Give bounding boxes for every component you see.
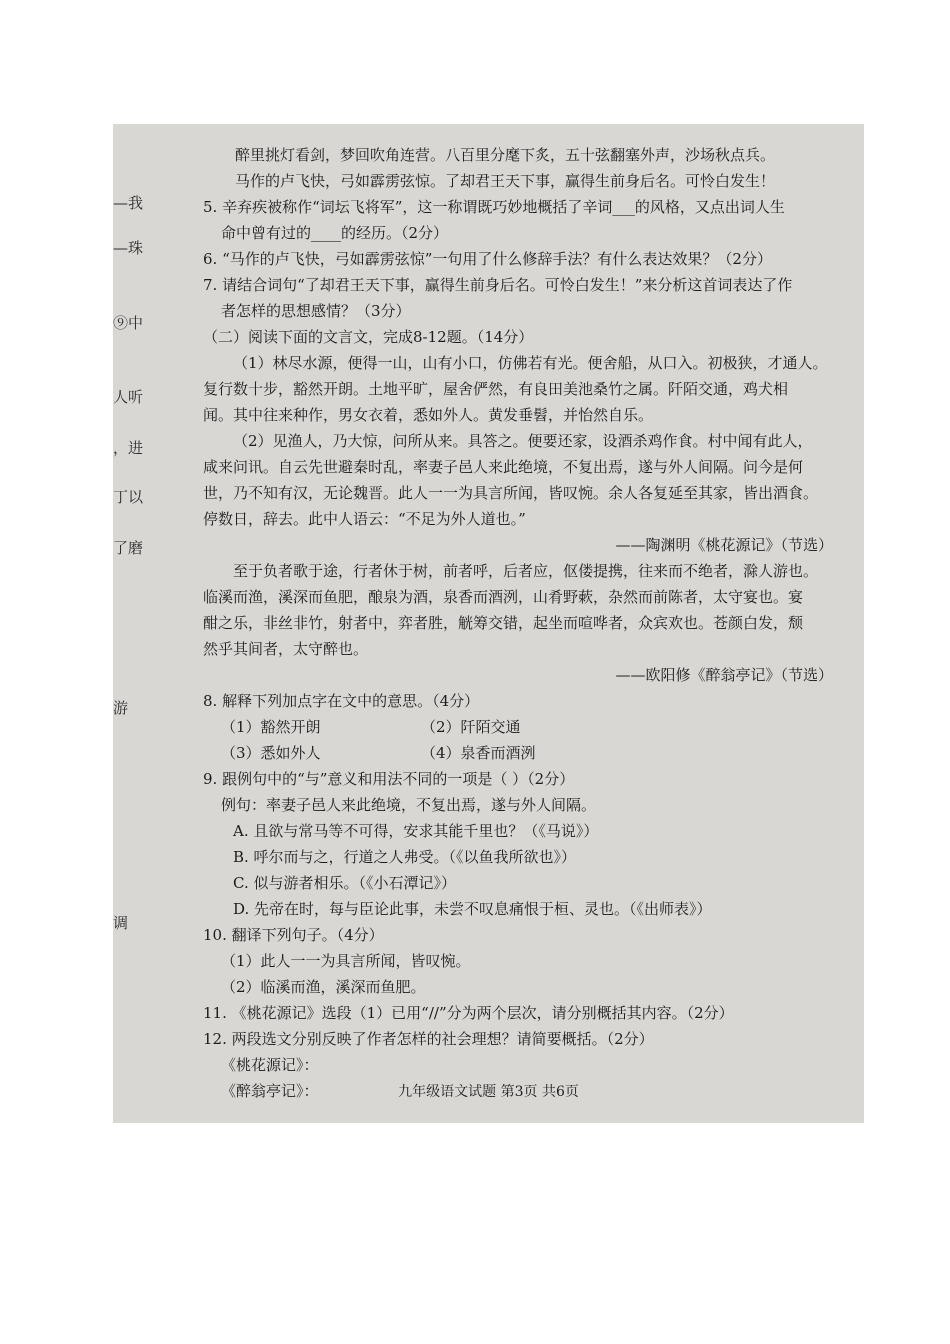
q9-option-d: D. 先帝在时，每与臣论此事，未尝不叹息痛恨于桓、灵也。（《出师表》） [233, 900, 712, 918]
q10-item: （1）此人一一为具言所闻，皆叹惋。 [221, 952, 471, 970]
question-10: 10. 翻译下列句子。（4分） [203, 926, 384, 944]
previous-page-margin [113, 124, 153, 1123]
exam-page-photo [113, 124, 864, 1123]
q8-item: （3）悉如外人 [221, 744, 321, 762]
section-heading: （二）阅读下面的文言文，完成8-12题。（14分） [203, 328, 534, 346]
question-12: 12. 两段选文分别反映了作者怎样的社会理想？请简要概括。（2分） [203, 1030, 654, 1048]
question-7: 7. 请结合词句“了却君王天下事，赢得生前身后名。可怜白发生！”来分析这首词表达了作 [203, 276, 793, 294]
passage-line: 世，乃不知有汉，无论魏晋。此人一一为具言所闻，皆叹惋。余人各复延至其家，皆出酒食。 [203, 484, 819, 502]
passage-line: （1）林尽水源，便得一山，山有小口，仿佛若有光。便舍船，从口入。初极狭，才通人。 [233, 354, 828, 372]
q12-answer-label: 《桃花源记》： [221, 1056, 319, 1074]
passage-line: 临溪而渔，溪深而鱼肥，酿泉为酒，泉香而酒洌，山肴野蔌，杂然而前陈者，太守宴也。宴 [203, 588, 804, 606]
margin-fragment: —我 [113, 194, 144, 212]
q9-option-c: C. 似与游者相乐。（《小石潭记》） [233, 874, 456, 892]
passage-line: 酣之乐，非丝非竹，射者中，弈者胜，觥筹交错，起坐而喧哗者，众宾欢也。苍颜白发，颓 [203, 614, 804, 632]
exam-content [203, 142, 843, 1104]
passage-line: 咸来问讯。自云先世避秦时乱，率妻子邑人来此绝境，不复出焉，遂与外人间隔。问今是何 [203, 458, 804, 476]
passage-line: 至于负者歌于途，行者休于树，前者呼，后者应，伛偻提携，往来而不绝者，滁人游也。 [233, 562, 819, 580]
margin-fragment: 调 [113, 914, 129, 932]
q9-option-b: B. 呼尔而与之，行道之人弗受。（《以鱼我所欲也》） [233, 848, 577, 866]
q8-item: （1）豁然开朗 [221, 718, 321, 736]
passage-line: 然乎其间者，太守醉也。 [203, 640, 369, 658]
margin-fragment: —珠 [113, 239, 144, 257]
margin-fragment: ，进 [113, 439, 144, 457]
question-9: 9. 跟例句中的“与”意义和用法不同的一项是（ ）（2分） [203, 770, 575, 788]
q8-item: （4）泉香而酒洌 [421, 744, 536, 762]
passage-line: 复行数十步，豁然开朗。土地平旷，屋舍俨然，有良田美池桑竹之属。阡陌交通，鸡犬相 [203, 380, 789, 398]
poem-line: 马作的卢飞快，弓如霹雳弦惊。了却君王天下事，赢得生前身后名。可怜白发生！ [235, 172, 776, 190]
passage-line: 闻。其中往来种作，男女衣着，悉如外人。黄发垂髫，并怡然自乐。 [203, 406, 654, 424]
passage-source: ——陶渊明《桃花源记》（节选） [615, 536, 833, 554]
q12-answer-label: 《醉翁亭记》： [221, 1082, 319, 1100]
question-5-cont: 命中曾有过的____的经历。（2分） [221, 224, 449, 242]
poem-line: 醉里挑灯看剑，梦回吹角连营。八百里分麾下炙，五十弦翻塞外声，沙场秋点兵。 [235, 146, 776, 164]
margin-fragment: 游 [113, 699, 129, 717]
q9-example: 例句：率妻子邑人来此绝境，不复出焉，遂与外人间隔。 [221, 796, 597, 814]
question-7-cont: 者怎样的思想感情？（3分） [221, 302, 411, 320]
q8-item: （2）阡陌交通 [421, 718, 521, 736]
question-5: 5. 辛弃疾被称作“词坛飞将军”，这一称谓既巧妙地概括了辛词___的风格，又点出词人生 [203, 198, 785, 216]
margin-fragment: ⑨中 [113, 314, 144, 332]
question-11: 11. 《桃花源记》选段（1）已用“//”分为两个层次，请分别概括其内容。（2分） [203, 1004, 734, 1022]
page-footer: 九年级语文试题 第3页 共6页 [398, 1084, 579, 1100]
passage-source: ——欧阳修《醉翁亭记》（节选） [615, 666, 833, 684]
passage-line: （2）见渔人，乃大惊，问所从来。具答之。便要还家，设酒杀鸡作食。村中闻有此人， [233, 432, 813, 450]
question-8: 8. 解释下列加点字在文中的意思。（4分） [203, 692, 480, 710]
margin-fragment: 了磨 [113, 539, 144, 557]
margin-fragment: 人听 [113, 388, 144, 406]
question-6: 6. “马作的卢飞快，弓如霹雳弦惊”一句用了什么修辞手法？有什么表达效果？（2分） [203, 250, 772, 268]
q9-option-a: A. 且欲与常马等不可得，安求其能千里也？（《马说》） [233, 822, 599, 840]
passage-line: 停数日，辞去。此中人语云：“不足为外人道也。” [203, 510, 526, 528]
margin-fragment: 丁以 [113, 488, 144, 506]
q10-item: （2）临溪而渔，溪深而鱼肥。 [221, 978, 426, 996]
